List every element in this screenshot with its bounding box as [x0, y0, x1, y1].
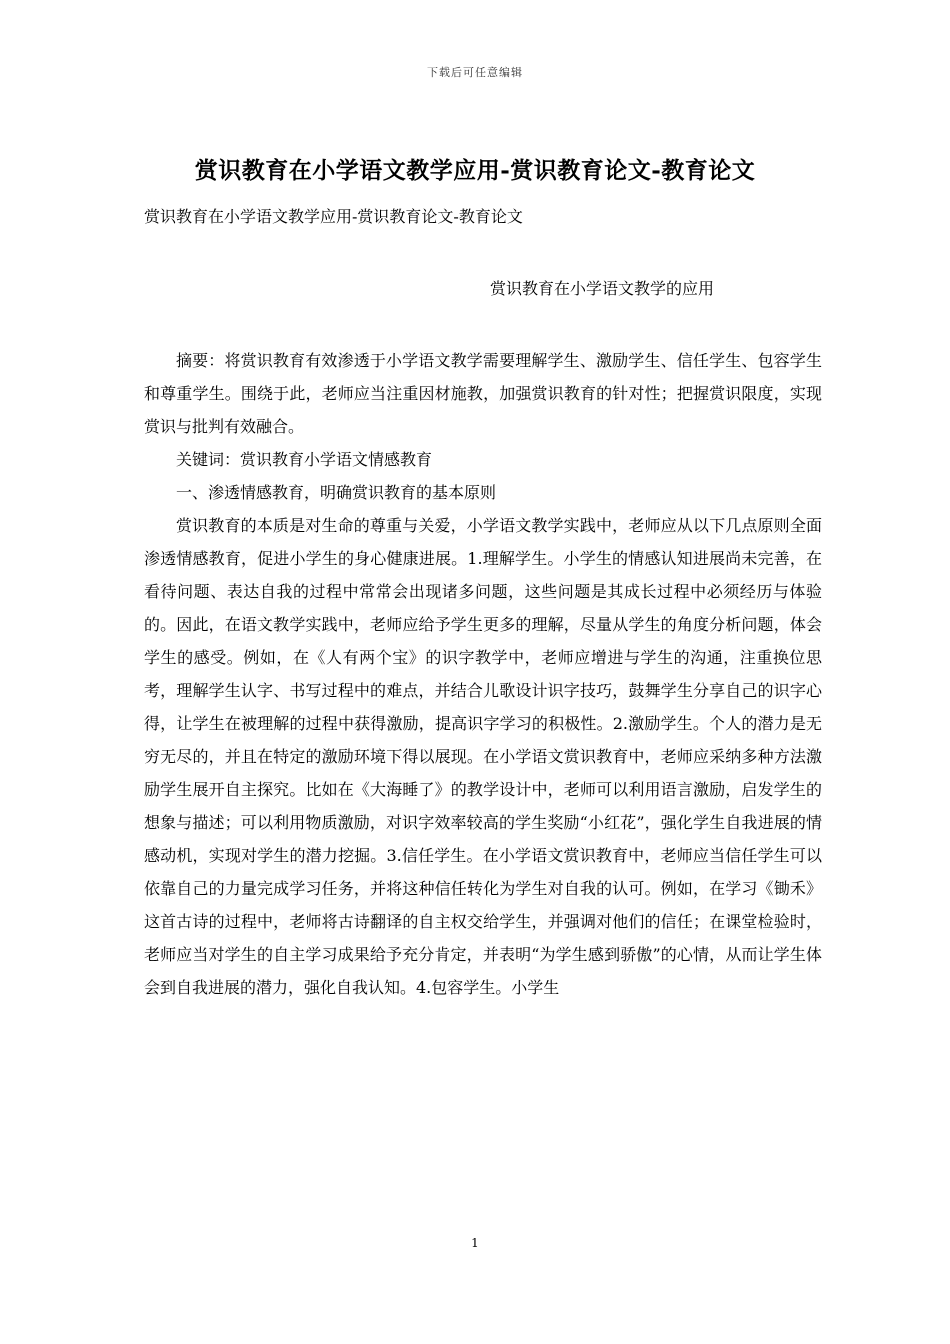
article-title: 赏识教育在小学语文教学的应用: [490, 279, 715, 298]
document-title: 赏识教育在小学语文教学应用-赏识教育论文-教育论文: [194, 157, 756, 184]
section-heading: 一、渗透情感教育，明确赏识教育的基本原则: [176, 483, 497, 502]
article-body: [144, 344, 822, 1004]
header-note: 下载后可任意编辑: [427, 66, 523, 79]
keywords-paragraph: 关键词：赏识教育小学语文情感教育: [176, 450, 433, 469]
abstract-paragraph: 摘要：将赏识教育有效渗透于小学语文教学需要理解学生、激励学生、信任学生、包容学生和尊重学生。围绕于此，老师应当注重因材施教，加强赏识教育的针对性；把握赏识限度，实现赏识与批判有效融合。: [144, 351, 822, 436]
body-paragraph: 赏识教育的本质是对生命的尊重与关爱，小学语文教学实践中，老师应从以下几点原则全面渗透情感教育，促进小学生的身心健康进展。1.理解学生。小学生的情感认知进展尚未完善，在看待问题、表达自我的过程中常常会出现诸多问题，这些问题是其成长过程中必须经历与体验的。因此，在语文教学实践中，老师应给予学生更多的理解，尽量从学生的角度分析问题，体会学生的感受。例如，在《人有两个宝》的识字教学中，老师应增进与学生的沟通，注重换位思考，理解学生认字、书写过程中的难点，并结合儿歌设计识字技巧，鼓舞学生分享自己的识字心得，让学生在被理解的过程中获得激励，提高识字学习的积极性。2.激励学生。个人的潜力是无穷无尽的，并且在特定的激励环境下得以展现。在小学语文赏识教育中，老师应采纳多种方法激励学生展开自主探究。比如在《大海睡了》的教学设计中，老师可以利用语言激励，启发学生的想象与描述；可以利用物质激励，对识字效率较高的学生奖励“小红花”，强化学生自我进展的情感动机，实现对学生的潜力挖掘。3.信任学生。在小学语文赏识教育中，老师应当信任学生可以依靠自己的力量完成学习任务，并将这种信任转化为学生对自我的认可。例如，在学习《锄禾》这首古诗的过程中，老师将古诗翻译的自主权交给学生，并强调对他们的信任；在课堂检验时，老师应当对学生的自主学习成果给予充分肯定，并表明“为学生感到骄傲”的心情，从而让学生体会到自我进展的潜力，强化自我认知。4.包容学生。小学生: [144, 516, 822, 997]
document-subtitle: 赏识教育在小学语文教学应用-赏识教育论文-教育论文: [144, 207, 523, 226]
page-number: 1: [471, 1236, 479, 1250]
